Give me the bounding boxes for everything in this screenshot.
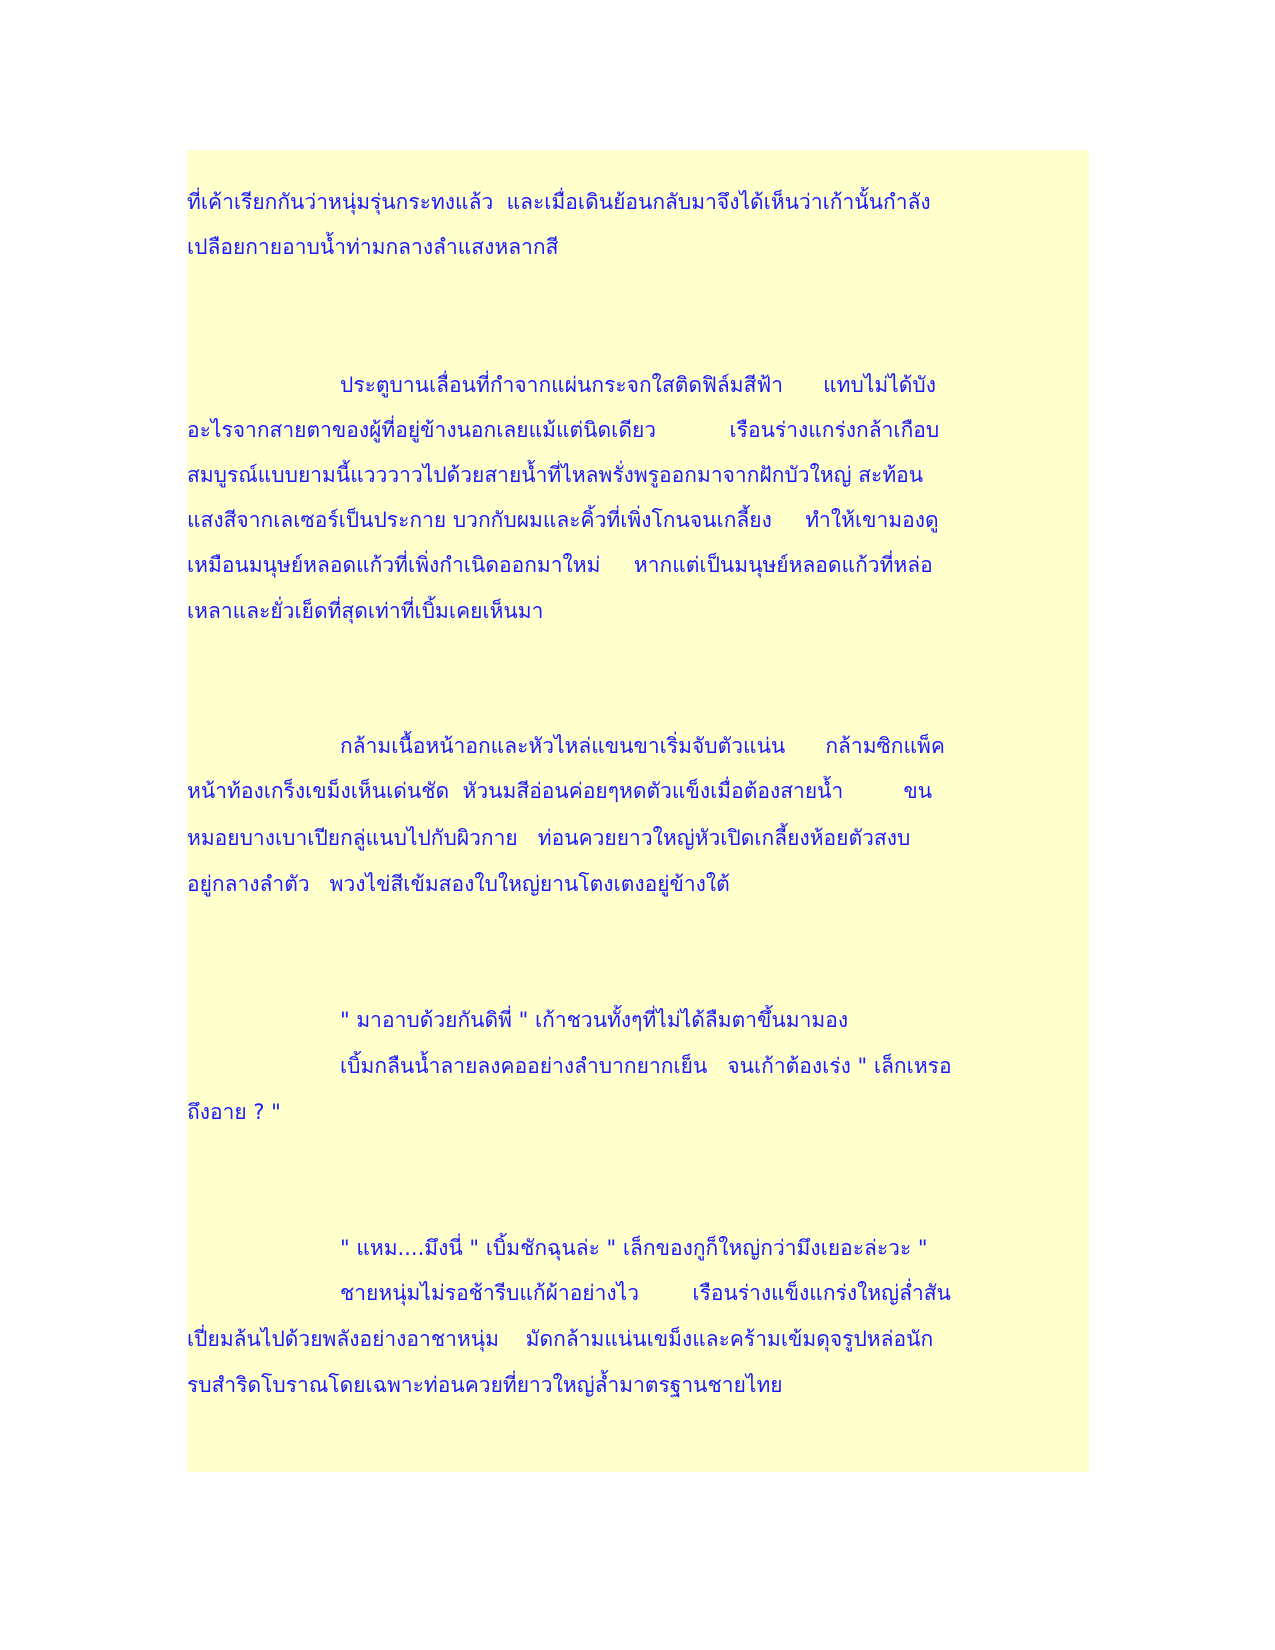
text-line: สมบูรณ์แบบยามนี้แวววาวไปด้วยสายน้ำที่ไหลพรั่งพรูออกมาจากฝักบัวใหญ่ สะท้อน [187, 463, 924, 487]
text-line: ถึงอาย ? " [187, 1100, 281, 1124]
text-line: หน้าท้องเกร็งเขม็งเห็นเด่นชัด หัวนมสีอ่อนค่อยๆหดตัวแข็งเมื่อต้องสายน้ำ ขน [187, 779, 933, 803]
paragraph-first-line: เบิ้มกลืนน้ำลายลงคออย่างลำบากยากเย็น จนเก้าต้องเร่ง " เล็กเหรอ [340, 1054, 952, 1078]
text-line: เปี่ยมล้นไปด้วยพลังอย่างอาชาหนุ่ม มัดกล้ามแน่นเขม็งและคร้ามเข้มดุจรูปหล่อนัก [187, 1327, 934, 1351]
text-line: เหมือนมนุษย์หลอดแก้วที่เพิ่งกำเนิดออกมาใหม่ หากแต่เป็นมนุษย์หลอดแก้วที่หล่อ [187, 553, 933, 577]
text-line: อยู่กลางลำตัว พวงไข่สีเข้มสองใบใหญ่ยานโตงเตงอยู่ข้างใต้ [187, 872, 730, 896]
paragraph-first-line: ประตูบานเลื่อนที่กำจากแผ่นกระจกใสติดฟิล์มสีฟ้า แทบไม่ได้บัง [340, 373, 937, 397]
dialogue-line: " แหม....มึงนี่ " เบิ้มชักฉุนล่ะ " เล็กของกูก็ใหญ่กว่ามึงเยอะล่ะวะ " [340, 1236, 928, 1260]
text-line: เหลาและยั่วเย็ดที่สุดเท่าที่เบิ้มเคยเห็นมา [187, 599, 544, 623]
dialogue-line: " มาอาบด้วยกันดิพี่ " เก้าชวนทั้งๆที่ไม่ได้ลืมตาขึ้นมามอง [340, 1008, 849, 1032]
text-line: อะไรจากสายตาของผู้ที่อยู่ข้างนอกเลยแม้แต่นิดเดียว เรือนร่างแกร่งกล้าเกือบ [187, 418, 940, 442]
text-line: แสงสีจากเลเซอร์เป็นประกาย บวกกับผมและคิ้วที่เพิ่งโกนจนเกลี้ยง ทำให้เขามองดู [187, 508, 939, 532]
paragraph-first-line: ชายหนุ่มไม่รอช้ารีบแก้ผ้าอย่างไว เรือนร่างแข็งแกร่งใหญ่ล่ำสัน [340, 1281, 951, 1305]
paragraph-first-line: กล้ามเนื้อหน้าอกและหัวไหล่แขนขาเริ่มจับตัวแน่น กล้ามซิกแพ็ค [340, 734, 945, 758]
text-line: ที่เค้าเรียกกันว่าหนุ่มรุ่นกระทงแล้ว และเมื่อเดินย้อนกลับมาจึงได้เห็นว่าเก้านั้นกำลัง [187, 190, 931, 214]
text-line: หมอยบางเบาเปียกลู่แนบไปกับผิวกาย ท่อนควยยาวใหญ่หัวเปิดเกลี้ยงห้อยตัวสงบ [187, 826, 911, 850]
text-line: รบสำริดโบราณโดยเฉพาะท่อนควยที่ยาวใหญ่ล้ำมาตรฐานชายไทย [187, 1373, 783, 1397]
text-line: เปลือยกายอาบน้ำท่ามกลางลำแสงหลากสี [187, 235, 559, 259]
